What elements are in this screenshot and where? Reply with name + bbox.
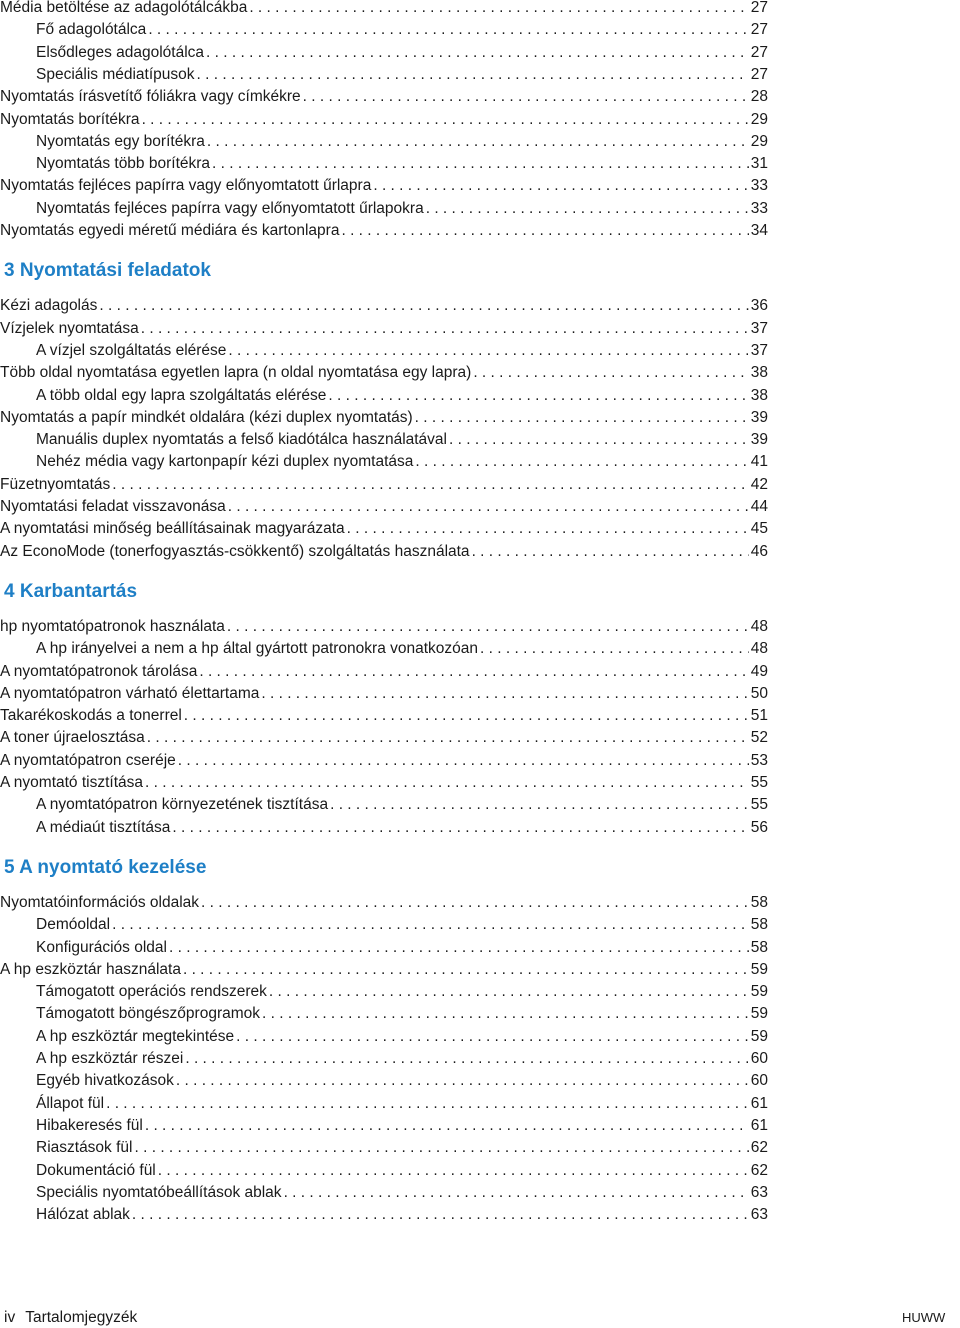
toc-entry[interactable] [0,727,768,749]
toc-page-number: 48 [750,617,768,635]
toc-entry-title: A nyomtatópatron cseréje [0,751,176,769]
toc-entry-title: Elsődleges adagolótálca [36,43,205,61]
toc-subentry[interactable] [0,340,768,362]
toc-entry-title: Hibakeresés fül [36,1116,143,1134]
chapter-heading[interactable]: 4 Karbantartás [4,580,138,602]
toc-page-number: 28 [750,88,768,106]
dot-leader [426,198,749,220]
dot-leader [472,541,749,563]
toc-entry-title: Füzetnyomtatás [0,475,111,493]
toc-page-number: 50 [750,684,768,702]
toc-entry[interactable] [0,772,768,794]
toc-entry[interactable] [0,175,768,197]
toc-page-number: 52 [750,729,768,747]
toc-entry-title: Az EconoMode (tonerfogyasztás-csökkentő) szolgáltatás használata [0,542,470,560]
dot-leader [148,19,748,41]
toc-entry[interactable] [0,616,768,638]
toc-page-number: 58 [750,916,768,934]
toc-entry[interactable] [0,295,768,317]
toc-entry[interactable] [0,318,768,340]
toc-subentry[interactable] [0,1137,768,1159]
toc-page-number: 27 [750,21,768,39]
dot-leader [228,496,749,518]
toc-entry-title: Média betöltése az adagolótálcákba [0,0,248,16]
toc-page-number: 63 [750,1206,768,1224]
dot-leader [183,959,749,981]
toc-page-number: 27 [750,43,768,61]
dot-leader [106,1093,749,1115]
toc-entry-title: Nyomtatás több borítékra [36,155,211,173]
toc-entry-title: Támogatott böngészőprogramok [36,1005,261,1023]
toc-page-number: 61 [750,1116,768,1134]
dot-leader [141,318,749,340]
toc-page-number: 55 [750,796,768,814]
footer-locale-code: HUWW [902,1310,946,1325]
toc-page-number: 45 [750,520,768,538]
dot-leader [206,42,749,64]
dot-leader [341,220,748,242]
toc-page-number: 38 [750,364,768,382]
dot-leader [373,175,748,197]
dot-leader [261,683,748,705]
toc-page-number: 33 [750,177,768,195]
toc-entry-title: Vízjelek nyomtatása [0,319,139,337]
toc-subentry[interactable] [0,937,768,959]
toc-entry-title: Nyomtatás egyedi méretű médiára és kartonlapra [0,222,340,239]
toc-entry-title: Támogatott operációs rendszerek [36,983,267,1001]
dot-leader [249,0,748,19]
dot-leader [201,892,749,914]
dot-leader [212,153,749,175]
toc-subentry[interactable] [0,451,768,473]
toc-subentry[interactable] [0,1182,768,1204]
toc-subentry[interactable] [0,1093,768,1115]
toc-page-number: 37 [750,341,768,359]
toc-entry-title: Nyomtatás egy borítékra [36,132,205,150]
toc-entry[interactable] [0,892,768,914]
toc-page-number: 31 [750,155,768,173]
toc-entry-title: Nehéz média vagy kartonpapír kézi duplex nyomtatása [36,453,414,471]
toc-entry-title: A hp eszköztár használata [0,960,181,978]
toc-page-number: 63 [750,1183,768,1201]
toc-entry[interactable] [0,661,768,683]
toc-entry-title: A médiaút tisztítása [36,818,171,836]
dot-leader [480,638,749,660]
toc-entry-title: A nyomtatópatronok tárolása [0,662,198,680]
toc-subentry[interactable] [0,914,768,936]
dot-leader [284,1182,749,1204]
toc-page-number: 41 [750,453,768,471]
toc-page-number: 44 [750,498,768,515]
toc-entry[interactable] [0,407,768,429]
toc-entry-title: Nyomtatás fejléces papírra vagy előnyomtatott űrlapokra [36,199,424,217]
dot-leader [112,914,749,936]
dot-leader [207,131,749,153]
dot-leader [236,1026,749,1048]
toc-entry-title: A nyomtatópatron várható élettartama [0,684,260,702]
dot-leader [178,750,749,772]
toc-entry[interactable] [0,362,768,384]
toc-entry-title: Nyomtatás írásvetítő fóliákra vagy címkékre [0,88,301,106]
toc-page-number: 51 [750,707,768,725]
toc-entry-title: Nyomtatás borítékra [0,110,140,128]
dot-leader [142,109,749,131]
toc-entry-title: Takarékoskodás a tonerrel [0,707,182,725]
toc-subentry[interactable] [0,198,768,220]
dot-leader [449,429,749,451]
toc-entry[interactable] [0,109,768,131]
toc-entry-title: A nyomtatópatron környezetének tisztítása [36,796,329,814]
toc-page-number: 42 [750,475,768,493]
dot-leader [415,407,749,429]
dot-leader [269,981,749,1003]
toc-entry-title: Speciális nyomtatóbeállítások ablak [36,1183,282,1201]
toc-entry-title: Nyomtatás a papír mindkét oldalára (kézi duplex nyomtatás) [0,408,413,426]
toc-page-number: 61 [750,1094,768,1112]
toc-entry-title: Fő adagolótálca [36,21,147,39]
toc-entry-title: Hálózat ablak [36,1206,130,1224]
toc-entry-title: Riasztások fül [36,1139,133,1157]
toc-page-number: 29 [750,110,768,128]
toc-page-number: 49 [750,662,768,680]
toc-page-number: 33 [750,199,768,217]
dot-leader [132,1204,749,1226]
toc-entry-title: Dokumentáció fül [36,1161,156,1179]
toc-page-number: 62 [750,1139,768,1157]
dot-leader [176,1070,749,1092]
toc-entry[interactable] [0,683,768,705]
dot-leader [134,1137,748,1159]
dot-leader [328,385,748,407]
toc-page-number: 60 [750,1050,768,1067]
dot-leader [99,295,748,317]
toc-entry-title: Demóoldal [36,916,111,934]
toc-entry-title: Több oldal nyomtatása egyetlen lapra (n oldal nyomtatása egy lapra) [0,364,472,382]
toc-subentry[interactable] [0,1048,768,1070]
toc-subentry[interactable] [0,1003,768,1025]
toc-entry[interactable] [0,750,768,772]
page-footer-left [4,1308,137,1328]
toc-subentry[interactable] [0,64,768,86]
dot-leader [262,1003,749,1025]
footer-section-title: Tartalomjegyzék [25,1309,138,1326]
toc-page-number: 58 [750,938,768,956]
toc-page-number: 29 [750,132,768,150]
toc-entry-title: A több oldal egy lapra szolgáltatás elérése [36,386,327,404]
dot-leader [228,340,748,362]
toc-entry[interactable] [0,959,768,981]
toc-entry[interactable] [0,86,768,108]
toc-entry-title: Kézi adagolás [0,297,98,315]
toc-page-number: 59 [750,1027,768,1045]
dot-leader [145,772,749,794]
toc-subentry[interactable] [0,1204,768,1226]
toc-subentry[interactable] [0,1115,768,1137]
toc-entry-title: Egyéb hivatkozások [36,1072,174,1090]
dot-leader [415,451,748,473]
toc-page-number: 59 [750,1005,768,1023]
toc-subentry[interactable] [0,19,768,41]
toc-entry-title: A vízjel szolgáltatás elérése [36,341,227,359]
toc-page-number: 37 [750,319,768,337]
dot-leader [473,362,748,384]
toc-page-number: 59 [750,983,768,1001]
toc-subentry[interactable] [0,42,768,64]
toc-page-number: 58 [750,893,768,911]
dot-leader [145,1115,749,1137]
dot-leader [184,705,749,727]
toc-entry[interactable] [0,518,768,540]
toc-page-number: 59 [750,960,768,978]
toc-page-number: 38 [750,386,768,404]
toc-subentry[interactable] [0,638,768,660]
toc-entry-title: A hp eszköztár részei [36,1050,184,1067]
toc-page-number: 39 [750,431,768,449]
dot-leader [169,937,749,959]
toc-entry-title: Nyomtatási feladat visszavonása [0,498,226,515]
toc-subentry[interactable] [0,1160,768,1182]
toc-page-number: 39 [750,408,768,426]
toc-subentry[interactable] [0,817,768,839]
toc-page-number: 36 [750,297,768,315]
dot-leader [158,1160,749,1182]
toc-page-number: 34 [750,222,768,239]
toc-subentry[interactable] [0,981,768,1003]
dot-leader [147,727,749,749]
toc-subentry[interactable] [0,1026,768,1048]
toc-subentry[interactable] [0,429,768,451]
toc-subentry[interactable] [0,153,768,175]
toc-entry[interactable] [0,0,768,19]
toc-entry-title: Speciális médiatípusok [36,65,195,83]
dot-leader [303,86,749,108]
dot-leader [330,794,749,816]
toc-page-number: 27 [750,65,768,83]
dot-leader [172,817,748,839]
toc-entry-title: hp nyomtatópatronok használata [0,617,225,635]
dot-leader [185,1048,748,1070]
toc-entry[interactable] [0,541,768,563]
toc-entry[interactable] [0,474,768,496]
toc-entry[interactable] [0,496,768,518]
toc-entry-title: Nyomtatóinformációs oldalak [0,893,200,911]
toc-entry[interactable] [0,705,768,727]
toc-entry[interactable] [0,220,768,242]
toc-page-number: 55 [750,774,768,791]
toc-entry-title: Manuális duplex nyomtatás a felső kiadótálca használatával [36,431,447,449]
chapter-heading[interactable]: 3 Nyomtatási feladatok [4,260,211,282]
toc-entry-title: Nyomtatás fejléces papírra vagy előnyomtatott űrlapra [0,177,372,195]
toc-entry-title: Állapot fül [36,1094,105,1112]
toc-page-number: 48 [750,640,768,658]
dot-leader [347,518,749,540]
dot-leader [197,64,749,86]
toc-subentry[interactable] [0,794,768,816]
toc-page-number: 62 [750,1161,768,1179]
dot-leader [112,474,748,496]
toc-subentry[interactable] [0,131,768,153]
toc-page-number: 27 [750,0,768,16]
toc-page-number: 56 [750,818,768,836]
toc-entry-title: Konfigurációs oldal [36,938,167,956]
toc-entry-title: A nyomtatási minőség beállításainak magyarázata [0,520,345,538]
dot-leader [199,661,748,683]
dot-leader [227,616,749,638]
toc-page-number: 53 [750,751,768,769]
toc-page-number: 46 [750,542,768,560]
toc-entry-title: A hp eszköztár megtekintése [36,1027,235,1045]
chapter-heading[interactable]: 5 A nyomtató kezelése [4,856,207,878]
footer-page-number: iv [4,1309,16,1326]
toc-subentry[interactable] [0,1070,768,1092]
toc-entry-title: A hp irányelvei a nem a hp által gyártott patronokra vonatkozóan [36,640,479,658]
toc-page-number: 60 [750,1072,768,1090]
toc-subentry[interactable] [0,385,768,407]
toc-entry-title: A toner újraelosztása [0,729,145,747]
toc-entry-title: A nyomtató tisztítása [0,774,144,791]
